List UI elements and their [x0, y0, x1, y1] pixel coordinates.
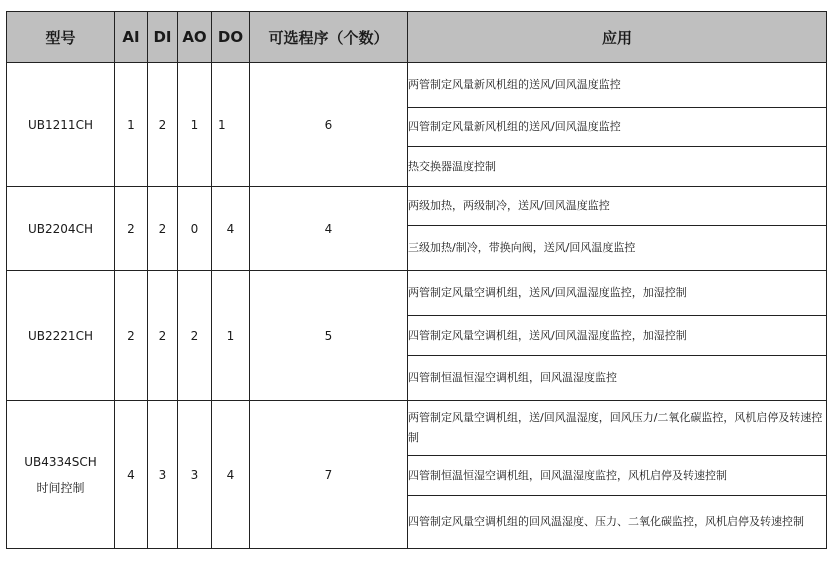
- di-cell: 2: [148, 63, 178, 187]
- model-subtitle: 时间控制: [36, 480, 85, 495]
- ao-cell: 1: [178, 63, 212, 187]
- model-cell: UB1211CH: [7, 63, 115, 187]
- ao-cell: 2: [178, 271, 212, 401]
- ai-cell: 2: [115, 187, 148, 271]
- programs-cell: 4: [250, 187, 408, 271]
- header-ao: AO: [178, 12, 212, 63]
- table-row: [7, 63, 827, 108]
- application-cell: 四管制定风量新风机组的送风/回风温度监控: [408, 108, 827, 147]
- header-programs: 可选程序（个数）: [250, 12, 408, 63]
- header-ai: AI: [115, 12, 148, 63]
- do-cell: 1: [212, 63, 250, 187]
- do-cell: 4: [212, 401, 250, 549]
- programs-cell: 6: [250, 63, 408, 187]
- application-cell: 三级加热/制冷，带换向阀，送风/回风温度监控: [408, 226, 827, 271]
- do-cell: 1: [212, 271, 250, 401]
- application-cell: 热交换器温度控制: [408, 147, 827, 187]
- model-cell: [7, 401, 115, 549]
- ai-cell: 4: [115, 401, 148, 549]
- di-cell: 2: [148, 187, 178, 271]
- application-cell: 四管制定风量空调机组的回风温湿度、压力、二氧化碳监控，风机启停及转速控制: [408, 496, 827, 549]
- di-cell: 3: [148, 401, 178, 549]
- programs-cell: 5: [250, 271, 408, 401]
- ai-cell: 2: [115, 271, 148, 401]
- table-row: [7, 187, 827, 226]
- ao-cell: 3: [178, 401, 212, 549]
- header-model: 型号: [7, 12, 115, 63]
- model-cell: UB2221CH: [7, 271, 115, 401]
- header-row: [7, 12, 827, 63]
- application-cell: 两管制定风量新风机组的送风/回风温度监控: [408, 63, 827, 108]
- application-cell: 四管制定风量空调机组，送风/回风温湿度监控，加湿控制: [408, 316, 827, 356]
- do-cell: 4: [212, 187, 250, 271]
- header-application: 应用: [408, 12, 827, 63]
- table-row: [7, 401, 827, 456]
- header-di: DI: [148, 12, 178, 63]
- model-name: UB4334SCH: [24, 454, 97, 469]
- ao-cell: 0: [178, 187, 212, 271]
- application-cell: 四管制恒温恒湿空调机组，回风温湿度监控: [408, 356, 827, 401]
- programs-cell: 7: [250, 401, 408, 549]
- di-cell: 2: [148, 271, 178, 401]
- application-cell: 两管制定风量空调机组，送风/回风温湿度监控，加湿控制: [408, 271, 827, 316]
- model-cell: UB2204CH: [7, 187, 115, 271]
- application-cell: 两管制定风量空调机组，送/回风温湿度，回风压力/二氧化碳监控，风机启停及转速控制: [408, 401, 827, 456]
- application-cell: 四管制恒温恒湿空调机组，回风温湿度监控，风机启停及转速控制: [408, 456, 827, 496]
- table-row: [7, 271, 827, 316]
- ai-cell: 1: [115, 63, 148, 187]
- controller-spec-table: [6, 11, 827, 549]
- application-cell: 两级加热，两级制冷，送风/回风温度监控: [408, 187, 827, 226]
- header-do: DO: [212, 12, 250, 63]
